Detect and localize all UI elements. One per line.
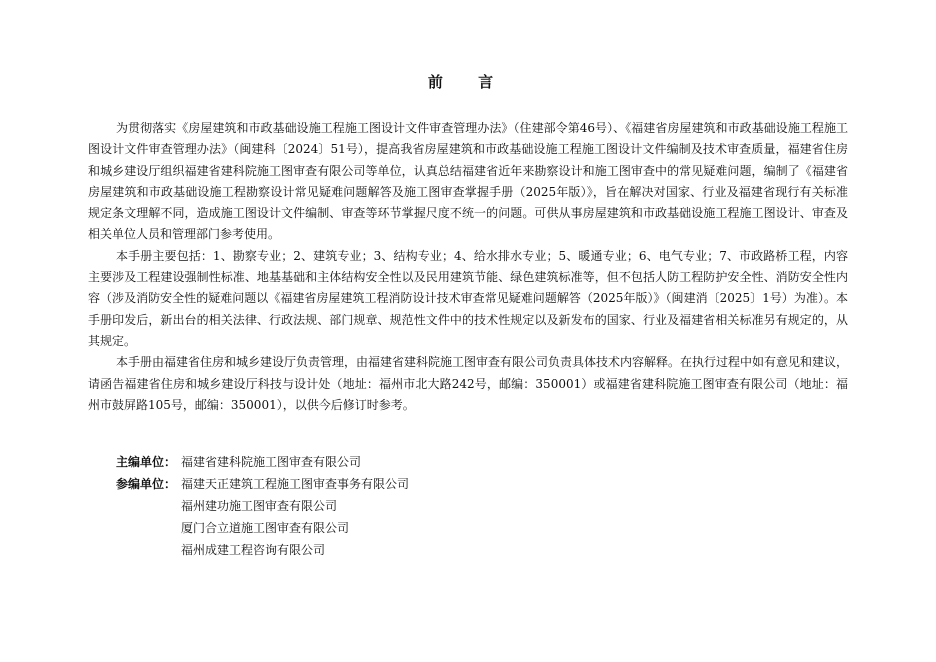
preface-body bbox=[88, 118, 848, 416]
participating-unit: 福州成建工程咨询有限公司 bbox=[181, 543, 326, 557]
chief-unit-name: 福建省建科院施工图审查有限公司 bbox=[181, 455, 362, 469]
paragraph-contents: 本手册主要包括：1、勘察专业；2、建筑专业；3、结构专业；4、给水排水专业；5、暖通专业；6、电气专业；7、市政路桥工程，内容主要涉及工程建设强制性标准、地基基础和主体结构安全性以及民用建筑节能、绿色建筑标准等，但不包括人防工程防护安全性、消防安全性内容（涉及消防安全性的疑难问题以《福建省房屋建筑工程消防设计技术审查常见疑难问题解答（2025年版）》（闽建消〔2025〕1号）为准）。本手册印发后，新出台的相关法律、行政法规、部门规章、规范性文件中的技术性规定以及新发布的国家、行业及福建省相关标准另有规定的，从其规定。 bbox=[88, 248, 848, 348]
paragraph-purpose: 为贯彻落实《房屋建筑和市政基础设施工程施工图设计文件审查管理办法》（住建部令第46号）、《福建省房屋建筑和市政基础设施工程施工图设计文件审查管理办法》（闽建科〔2024〕51号），提高我省房屋建筑和市政基础设施工程施工图设计文件编制及技术审查质量，福建省住房和城乡建设厅组织福建省建科院施工图审查有限公司等单位，认真总结福建省近年来勘察设计和施工图审查中的常见疑难问题，编制了《福建省房屋建筑和市政基础设施工程勘察设计常见疑难问题解答及施工图审查掌握手册（2025年版）》，旨在解决对国家、行业及福建省现行有关标准规定条文理解不同，造成施工图设计文件编制、审查等环节掌握尺度不统一的问题。可供从事房屋建筑和市政基础设施工程施工图设计、审查及相关单位人员和管理部门参考使用。 bbox=[88, 121, 848, 242]
participating-units-list bbox=[181, 473, 409, 561]
chief-unit-label: 主编单位： bbox=[116, 455, 177, 469]
participating-units-row bbox=[116, 473, 516, 561]
participating-units-label: 参编单位： bbox=[116, 477, 177, 491]
participating-unit: 福州建功施工图审查有限公司 bbox=[181, 499, 338, 513]
chief-unit-row bbox=[116, 451, 516, 473]
page-title: 前 言 bbox=[427, 73, 509, 91]
participating-unit: 福建天正建筑工程施工图审查事务有限公司 bbox=[181, 477, 410, 491]
paragraph-management: 本手册由福建省住房和城乡建设厅负责管理，由福建省建科院施工图审查有限公司负责具体技术内容解释。在执行过程中如有意见和建议，请函告福建省住房和城乡建设厅科技与设计处（地址：福州市北大路242号，邮编：350001）或福建省建科院施工图审查有限公司（地址：福州市鼓屏路105号，邮编：350001），以供今后修订时参考。 bbox=[88, 355, 849, 412]
editor-units bbox=[116, 451, 516, 561]
participating-unit: 厦门合立道施工图审查有限公司 bbox=[181, 521, 350, 535]
